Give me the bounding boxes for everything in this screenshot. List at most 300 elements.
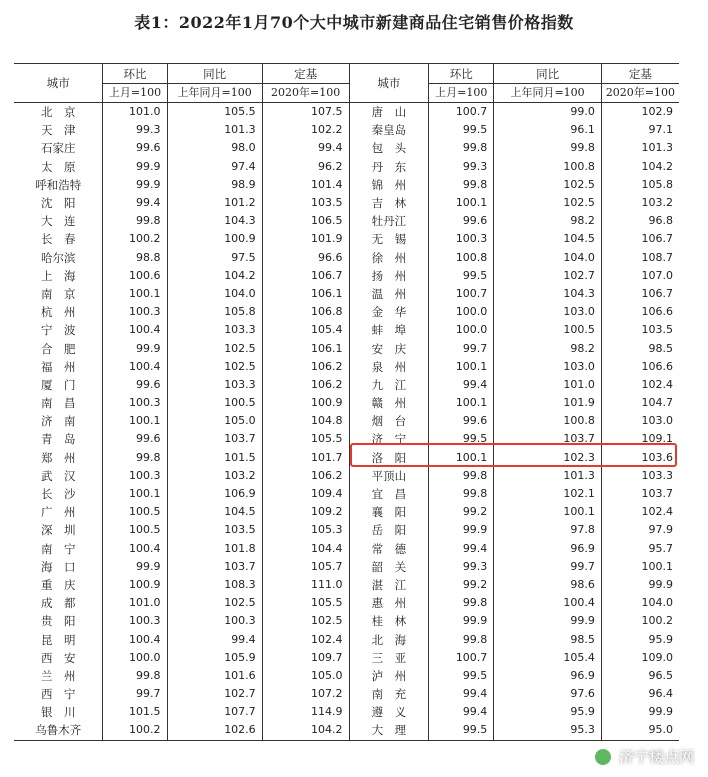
left-base-cell: 109.2 bbox=[262, 503, 349, 521]
right-yoy-cell: 103.0 bbox=[494, 303, 602, 321]
left-yoy-cell: 103.7 bbox=[167, 558, 262, 576]
left-city-cell: 哈尔滨 bbox=[40, 250, 76, 265]
left-yoy-cell: 100.3 bbox=[167, 612, 262, 630]
left-base-cell: 105.4 bbox=[262, 321, 349, 339]
left-city-cell: 福 州 bbox=[40, 359, 76, 374]
watermark-label: 济宁楼点网 bbox=[618, 748, 694, 766]
left-yoy-cell: 105.0 bbox=[167, 412, 262, 430]
table-row bbox=[14, 285, 679, 303]
right-yoy-cell: 101.0 bbox=[494, 376, 602, 394]
right-mom-cell: 99.8 bbox=[429, 467, 494, 485]
right-city-cell: 金 华 bbox=[349, 303, 429, 321]
right-city-cell: 徐 州 bbox=[349, 249, 429, 267]
table-row bbox=[14, 267, 679, 285]
right-mom-cell: 100.1 bbox=[429, 194, 494, 212]
left-base-cell: 106.2 bbox=[262, 358, 349, 376]
left-city-cell: 青 岛 bbox=[40, 432, 76, 447]
right-city-cell: 牡丹江 bbox=[349, 212, 429, 230]
right-mom-cell: 99.5 bbox=[429, 267, 494, 285]
left-yoy-cell: 102.6 bbox=[167, 721, 262, 740]
right-yoy-cell: 102.5 bbox=[494, 194, 602, 212]
right-base-cell: 97.1 bbox=[601, 121, 679, 139]
right-yoy-cell: 100.4 bbox=[494, 594, 602, 612]
left-yoy-cell: 102.5 bbox=[167, 594, 262, 612]
right-city-cell: 丹 东 bbox=[349, 158, 429, 176]
left-mom-cell: 99.3 bbox=[103, 121, 167, 139]
highlight-box-jining bbox=[350, 443, 677, 467]
left-mom-cell: 100.4 bbox=[103, 321, 167, 339]
left-yoy-cell: 97.5 bbox=[167, 249, 262, 267]
table-row bbox=[14, 249, 679, 267]
left-base-cell: 99.4 bbox=[262, 139, 349, 157]
header-base-sub-left: 2020年=100 bbox=[262, 84, 349, 103]
right-mom-cell: 99.8 bbox=[429, 485, 494, 503]
table-title: 表1：2022年1月70个大中城市新建商品住宅销售价格指数 bbox=[134, 13, 574, 32]
right-yoy-cell: 102.7 bbox=[494, 267, 602, 285]
left-yoy-cell: 104.3 bbox=[167, 212, 262, 230]
left-base-cell: 107.5 bbox=[262, 103, 349, 122]
header-base-left: 定基 bbox=[262, 64, 349, 84]
left-city-cell: 海 口 bbox=[40, 559, 76, 574]
right-yoy-cell: 105.4 bbox=[494, 649, 602, 667]
left-city-cell: 太 原 bbox=[40, 159, 76, 174]
right-mom-cell: 99.5 bbox=[429, 721, 494, 740]
right-city-cell: 秦皇岛 bbox=[349, 121, 429, 139]
table-row bbox=[14, 703, 679, 721]
left-base-cell: 105.7 bbox=[262, 558, 349, 576]
left-city-cell: 银 川 bbox=[40, 705, 76, 720]
table-row bbox=[14, 412, 679, 430]
right-base-cell: 100.2 bbox=[601, 612, 679, 630]
header-mom-left: 环比 bbox=[103, 64, 167, 84]
right-city-cell: 韶 关 bbox=[349, 558, 429, 576]
left-mom-cell: 99.9 bbox=[103, 558, 167, 576]
right-yoy-cell: 102.3 bbox=[494, 449, 602, 467]
right-yoy-cell: 104.0 bbox=[494, 249, 602, 267]
left-mom-cell: 100.2 bbox=[103, 230, 167, 248]
left-city-cell: 兰 州 bbox=[40, 668, 76, 683]
left-mom-cell: 99.4 bbox=[103, 194, 167, 212]
left-mom-cell: 100.9 bbox=[103, 576, 167, 594]
table-row bbox=[14, 212, 679, 230]
left-yoy-cell: 98.0 bbox=[167, 139, 262, 157]
left-base-cell: 106.7 bbox=[262, 267, 349, 285]
left-yoy-cell: 101.8 bbox=[167, 540, 262, 558]
left-city-cell: 石家庄 bbox=[40, 141, 76, 156]
right-yoy-cell: 99.7 bbox=[494, 558, 602, 576]
right-city-cell: 平顶山 bbox=[349, 467, 429, 485]
header-base-sub-right: 2020年=100 bbox=[601, 84, 679, 103]
right-mom-cell: 99.8 bbox=[429, 594, 494, 612]
left-city-cell: 西 宁 bbox=[40, 687, 76, 702]
right-yoy-cell: 96.1 bbox=[494, 121, 602, 139]
left-yoy-cell: 108.3 bbox=[167, 576, 262, 594]
left-city-cell: 宁 波 bbox=[40, 323, 76, 338]
left-city-cell: 郑 州 bbox=[40, 450, 76, 465]
left-yoy-cell: 103.5 bbox=[167, 521, 262, 539]
right-mom-cell: 99.8 bbox=[429, 176, 494, 194]
right-city-cell: 北 海 bbox=[349, 630, 429, 648]
left-mom-cell: 101.0 bbox=[103, 594, 167, 612]
right-yoy-cell: 98.2 bbox=[494, 212, 602, 230]
right-city-cell: 蚌 埠 bbox=[349, 321, 429, 339]
right-yoy-cell: 98.6 bbox=[494, 576, 602, 594]
left-yoy-cell: 104.5 bbox=[167, 503, 262, 521]
right-base-cell: 95.9 bbox=[601, 630, 679, 648]
right-mom-cell: 99.6 bbox=[429, 412, 494, 430]
right-base-cell: 97.9 bbox=[601, 521, 679, 539]
right-mom-cell: 99.2 bbox=[429, 576, 494, 594]
left-mom-cell: 99.9 bbox=[103, 339, 167, 357]
table-row bbox=[14, 358, 679, 376]
table-row bbox=[14, 576, 679, 594]
right-yoy-cell: 103.7 bbox=[494, 430, 602, 448]
table-row bbox=[14, 485, 679, 503]
left-base-cell: 103.5 bbox=[262, 194, 349, 212]
header-mom-sub-right: 上月=100 bbox=[429, 84, 494, 103]
left-yoy-cell: 104.0 bbox=[167, 285, 262, 303]
left-mom-cell: 99.6 bbox=[103, 139, 167, 157]
right-mom-cell: 99.7 bbox=[429, 339, 494, 357]
left-mom-cell: 98.8 bbox=[103, 249, 167, 267]
right-city-cell: 包 头 bbox=[349, 139, 429, 157]
left-mom-cell: 99.9 bbox=[103, 176, 167, 194]
left-base-cell: 96.6 bbox=[262, 249, 349, 267]
right-mom-cell: 99.4 bbox=[429, 376, 494, 394]
right-yoy-cell: 98.2 bbox=[494, 339, 602, 357]
right-base-cell: 96.5 bbox=[601, 667, 679, 685]
left-mom-cell: 100.1 bbox=[103, 412, 167, 430]
left-mom-cell: 100.3 bbox=[103, 303, 167, 321]
left-base-cell: 106.2 bbox=[262, 467, 349, 485]
left-yoy-cell: 103.3 bbox=[167, 376, 262, 394]
left-base-cell: 105.5 bbox=[262, 430, 349, 448]
left-yoy-cell: 104.2 bbox=[167, 267, 262, 285]
table-row bbox=[14, 558, 679, 576]
left-mom-cell: 100.3 bbox=[103, 467, 167, 485]
left-yoy-cell: 107.7 bbox=[167, 703, 262, 721]
left-base-cell: 106.2 bbox=[262, 376, 349, 394]
header-mom-right: 环比 bbox=[429, 64, 494, 84]
left-base-cell: 102.2 bbox=[262, 121, 349, 139]
right-yoy-cell: 97.6 bbox=[494, 685, 602, 703]
right-city-cell: 宜 昌 bbox=[349, 485, 429, 503]
right-base-cell: 108.7 bbox=[601, 249, 679, 267]
right-city-cell: 吉 林 bbox=[349, 194, 429, 212]
right-yoy-cell: 104.3 bbox=[494, 285, 602, 303]
right-base-cell: 99.9 bbox=[601, 576, 679, 594]
right-base-cell: 102.9 bbox=[601, 103, 679, 122]
right-base-cell: 109.1 bbox=[601, 430, 679, 448]
right-mom-cell: 100.7 bbox=[429, 103, 494, 122]
left-city-cell: 南 京 bbox=[40, 286, 76, 301]
right-city-cell: 三 亚 bbox=[349, 649, 429, 667]
left-mom-cell: 100.4 bbox=[103, 358, 167, 376]
table-row bbox=[14, 612, 679, 630]
left-mom-cell: 99.6 bbox=[103, 376, 167, 394]
right-city-cell: 济 宁 bbox=[349, 430, 429, 448]
right-city-cell: 大 理 bbox=[349, 721, 429, 740]
right-base-cell: 107.0 bbox=[601, 267, 679, 285]
right-base-cell: 103.0 bbox=[601, 412, 679, 430]
left-city-cell: 上 海 bbox=[40, 268, 76, 283]
header-yoy-sub-left: 上年同月=100 bbox=[167, 84, 262, 103]
left-base-cell: 101.9 bbox=[262, 230, 349, 248]
right-city-cell: 九 江 bbox=[349, 376, 429, 394]
right-mom-cell: 99.3 bbox=[429, 558, 494, 576]
left-base-cell: 106.1 bbox=[262, 339, 349, 357]
left-city-cell: 济 南 bbox=[40, 414, 76, 429]
left-city-cell: 呼和浩特 bbox=[35, 177, 82, 192]
header-yoy-sub-right: 上年同月=100 bbox=[494, 84, 602, 103]
right-base-cell: 96.8 bbox=[601, 212, 679, 230]
left-yoy-cell: 103.7 bbox=[167, 430, 262, 448]
right-base-cell: 104.0 bbox=[601, 594, 679, 612]
right-mom-cell: 100.3 bbox=[429, 230, 494, 248]
right-yoy-cell: 100.5 bbox=[494, 321, 602, 339]
right-base-cell: 103.7 bbox=[601, 485, 679, 503]
left-base-cell: 100.9 bbox=[262, 394, 349, 412]
right-city-cell: 烟 台 bbox=[349, 412, 429, 430]
right-mom-cell: 99.4 bbox=[429, 703, 494, 721]
right-city-cell: 惠 州 bbox=[349, 594, 429, 612]
header-yoy-right: 同比 bbox=[494, 64, 602, 84]
right-base-cell: 96.4 bbox=[601, 685, 679, 703]
left-city-cell: 西 安 bbox=[40, 650, 76, 665]
left-yoy-cell: 103.2 bbox=[167, 467, 262, 485]
right-city-cell: 唐 山 bbox=[349, 103, 429, 122]
left-yoy-cell: 100.5 bbox=[167, 394, 262, 412]
right-base-cell: 106.7 bbox=[601, 230, 679, 248]
right-city-cell: 洛 阳 bbox=[349, 449, 429, 467]
right-city-cell: 安 庆 bbox=[349, 339, 429, 357]
left-yoy-cell: 102.5 bbox=[167, 339, 262, 357]
right-yoy-cell: 104.5 bbox=[494, 230, 602, 248]
left-mom-cell: 100.1 bbox=[103, 285, 167, 303]
left-city-cell: 大 连 bbox=[40, 214, 76, 229]
left-mom-cell: 99.8 bbox=[103, 667, 167, 685]
left-city-cell: 深 圳 bbox=[40, 523, 76, 538]
table-row bbox=[14, 103, 679, 122]
left-yoy-cell: 105.8 bbox=[167, 303, 262, 321]
left-city-cell: 成 都 bbox=[40, 596, 76, 611]
left-base-cell: 102.4 bbox=[262, 630, 349, 648]
right-mom-cell: 99.9 bbox=[429, 612, 494, 630]
right-base-cell: 109.0 bbox=[601, 649, 679, 667]
right-city-cell: 常 德 bbox=[349, 540, 429, 558]
table-row bbox=[14, 339, 679, 357]
right-yoy-cell: 95.9 bbox=[494, 703, 602, 721]
left-mom-cell: 100.6 bbox=[103, 267, 167, 285]
right-yoy-cell: 95.3 bbox=[494, 721, 602, 740]
left-base-cell: 111.0 bbox=[262, 576, 349, 594]
left-base-cell: 104.4 bbox=[262, 540, 349, 558]
right-base-cell: 95.7 bbox=[601, 540, 679, 558]
left-city-cell: 长 沙 bbox=[40, 487, 76, 502]
right-base-cell: 102.4 bbox=[601, 503, 679, 521]
right-base-cell: 104.7 bbox=[601, 394, 679, 412]
table-row bbox=[14, 503, 679, 521]
table-row bbox=[14, 394, 679, 412]
right-mom-cell: 99.3 bbox=[429, 158, 494, 176]
header-yoy-left: 同比 bbox=[167, 64, 262, 84]
table-row bbox=[14, 230, 679, 248]
left-city-cell: 南 宁 bbox=[40, 541, 76, 556]
right-yoy-cell: 99.8 bbox=[494, 139, 602, 157]
right-mom-cell: 100.7 bbox=[429, 285, 494, 303]
price-index-table bbox=[14, 63, 679, 741]
table-row bbox=[14, 630, 679, 648]
right-city-cell: 赣 州 bbox=[349, 394, 429, 412]
left-city-cell: 武 汉 bbox=[40, 468, 76, 483]
right-yoy-cell: 100.8 bbox=[494, 412, 602, 430]
right-mom-cell: 99.8 bbox=[429, 139, 494, 157]
left-yoy-cell: 101.6 bbox=[167, 667, 262, 685]
left-yoy-cell: 103.3 bbox=[167, 321, 262, 339]
table-row bbox=[14, 467, 679, 485]
right-mom-cell: 99.6 bbox=[429, 212, 494, 230]
header-city-left: 城市 bbox=[14, 64, 103, 103]
right-city-cell: 温 州 bbox=[349, 285, 429, 303]
left-city-cell: 重 庆 bbox=[40, 577, 76, 592]
right-city-cell: 扬 州 bbox=[349, 267, 429, 285]
right-mom-cell: 100.0 bbox=[429, 303, 494, 321]
left-mom-cell: 100.1 bbox=[103, 485, 167, 503]
left-mom-cell: 99.9 bbox=[103, 158, 167, 176]
left-mom-cell: 99.6 bbox=[103, 430, 167, 448]
right-mom-cell: 99.2 bbox=[429, 503, 494, 521]
right-base-cell: 106.6 bbox=[601, 358, 679, 376]
left-yoy-cell: 105.9 bbox=[167, 649, 262, 667]
right-mom-cell: 99.5 bbox=[429, 667, 494, 685]
wechat-icon bbox=[593, 747, 613, 767]
right-mom-cell: 99.5 bbox=[429, 121, 494, 139]
left-city-cell: 南 昌 bbox=[40, 396, 76, 411]
left-base-cell: 102.5 bbox=[262, 612, 349, 630]
left-city-cell: 合 肥 bbox=[40, 341, 76, 356]
left-base-cell: 105.5 bbox=[262, 594, 349, 612]
left-mom-cell: 99.7 bbox=[103, 685, 167, 703]
left-mom-cell: 101.0 bbox=[103, 103, 167, 122]
left-yoy-cell: 101.2 bbox=[167, 194, 262, 212]
right-yoy-cell: 100.8 bbox=[494, 158, 602, 176]
left-mom-cell: 100.4 bbox=[103, 540, 167, 558]
right-mom-cell: 100.7 bbox=[429, 649, 494, 667]
left-yoy-cell: 102.7 bbox=[167, 685, 262, 703]
left-mom-cell: 99.8 bbox=[103, 449, 167, 467]
left-yoy-cell: 106.9 bbox=[167, 485, 262, 503]
right-base-cell: 99.9 bbox=[601, 703, 679, 721]
right-yoy-cell: 101.3 bbox=[494, 467, 602, 485]
right-yoy-cell: 96.9 bbox=[494, 667, 602, 685]
right-base-cell: 106.7 bbox=[601, 285, 679, 303]
watermark bbox=[593, 746, 694, 767]
right-city-cell: 襄 阳 bbox=[349, 503, 429, 521]
right-mom-cell: 99.8 bbox=[429, 630, 494, 648]
right-mom-cell: 100.8 bbox=[429, 249, 494, 267]
right-city-cell: 锦 州 bbox=[349, 176, 429, 194]
left-city-cell: 贵 阳 bbox=[40, 614, 76, 629]
left-base-cell: 106.1 bbox=[262, 285, 349, 303]
right-base-cell: 95.0 bbox=[601, 721, 679, 740]
right-city-cell: 无 锡 bbox=[349, 230, 429, 248]
left-base-cell: 109.7 bbox=[262, 649, 349, 667]
table-row bbox=[14, 194, 679, 212]
right-yoy-cell: 96.9 bbox=[494, 540, 602, 558]
left-mom-cell: 100.3 bbox=[103, 394, 167, 412]
left-yoy-cell: 99.4 bbox=[167, 630, 262, 648]
right-mom-cell: 100.1 bbox=[429, 394, 494, 412]
left-yoy-cell: 98.9 bbox=[167, 176, 262, 194]
right-base-cell: 103.3 bbox=[601, 467, 679, 485]
right-base-cell: 103.5 bbox=[601, 321, 679, 339]
left-city-cell: 乌鲁木齐 bbox=[14, 721, 103, 740]
right-base-cell: 101.3 bbox=[601, 139, 679, 157]
left-base-cell: 106.5 bbox=[262, 212, 349, 230]
left-city-cell: 长 春 bbox=[40, 232, 76, 247]
table-row bbox=[14, 594, 679, 612]
right-yoy-cell: 100.1 bbox=[494, 503, 602, 521]
right-base-cell: 102.4 bbox=[601, 376, 679, 394]
right-city-cell: 桂 林 bbox=[349, 612, 429, 630]
left-mom-cell: 100.0 bbox=[103, 649, 167, 667]
table-body bbox=[14, 103, 679, 741]
left-mom-cell: 101.5 bbox=[103, 703, 167, 721]
right-yoy-cell: 98.5 bbox=[494, 630, 602, 648]
left-yoy-cell: 101.5 bbox=[167, 449, 262, 467]
right-mom-cell: 99.4 bbox=[429, 540, 494, 558]
table-row bbox=[14, 540, 679, 558]
left-yoy-cell: 101.3 bbox=[167, 121, 262, 139]
left-base-cell: 104.2 bbox=[262, 721, 349, 740]
left-city-cell: 天 津 bbox=[40, 123, 76, 138]
right-yoy-cell: 102.5 bbox=[494, 176, 602, 194]
left-mom-cell: 99.8 bbox=[103, 212, 167, 230]
right-city-cell: 南 充 bbox=[349, 685, 429, 703]
right-mom-cell: 100.1 bbox=[429, 449, 494, 467]
right-city-cell: 湛 江 bbox=[349, 576, 429, 594]
right-mom-cell: 99.9 bbox=[429, 521, 494, 539]
left-city-cell: 厦 门 bbox=[40, 377, 76, 392]
left-mom-cell: 100.2 bbox=[103, 721, 167, 740]
left-base-cell: 101.4 bbox=[262, 176, 349, 194]
left-mom-cell: 100.3 bbox=[103, 612, 167, 630]
right-base-cell: 103.2 bbox=[601, 194, 679, 212]
left-mom-cell: 100.5 bbox=[103, 521, 167, 539]
left-base-cell: 106.8 bbox=[262, 303, 349, 321]
left-city-cell: 广 州 bbox=[40, 505, 76, 520]
left-base-cell: 96.2 bbox=[262, 158, 349, 176]
right-base-cell: 100.1 bbox=[601, 558, 679, 576]
table-row bbox=[14, 721, 679, 740]
table-row bbox=[14, 649, 679, 667]
left-base-cell: 101.7 bbox=[262, 449, 349, 467]
right-city-cell: 岳 阳 bbox=[349, 521, 429, 539]
right-base-cell: 98.5 bbox=[601, 339, 679, 357]
table-row bbox=[14, 376, 679, 394]
right-base-cell: 103.6 bbox=[601, 449, 679, 467]
table-row bbox=[14, 158, 679, 176]
right-mom-cell: 99.5 bbox=[429, 430, 494, 448]
right-base-cell: 105.8 bbox=[601, 176, 679, 194]
left-base-cell: 114.9 bbox=[262, 703, 349, 721]
table-row bbox=[14, 667, 679, 685]
table-row bbox=[14, 139, 679, 157]
right-yoy-cell: 99.0 bbox=[494, 103, 602, 122]
right-yoy-cell: 103.0 bbox=[494, 358, 602, 376]
header-base-right: 定基 bbox=[601, 64, 679, 84]
right-base-cell: 106.6 bbox=[601, 303, 679, 321]
